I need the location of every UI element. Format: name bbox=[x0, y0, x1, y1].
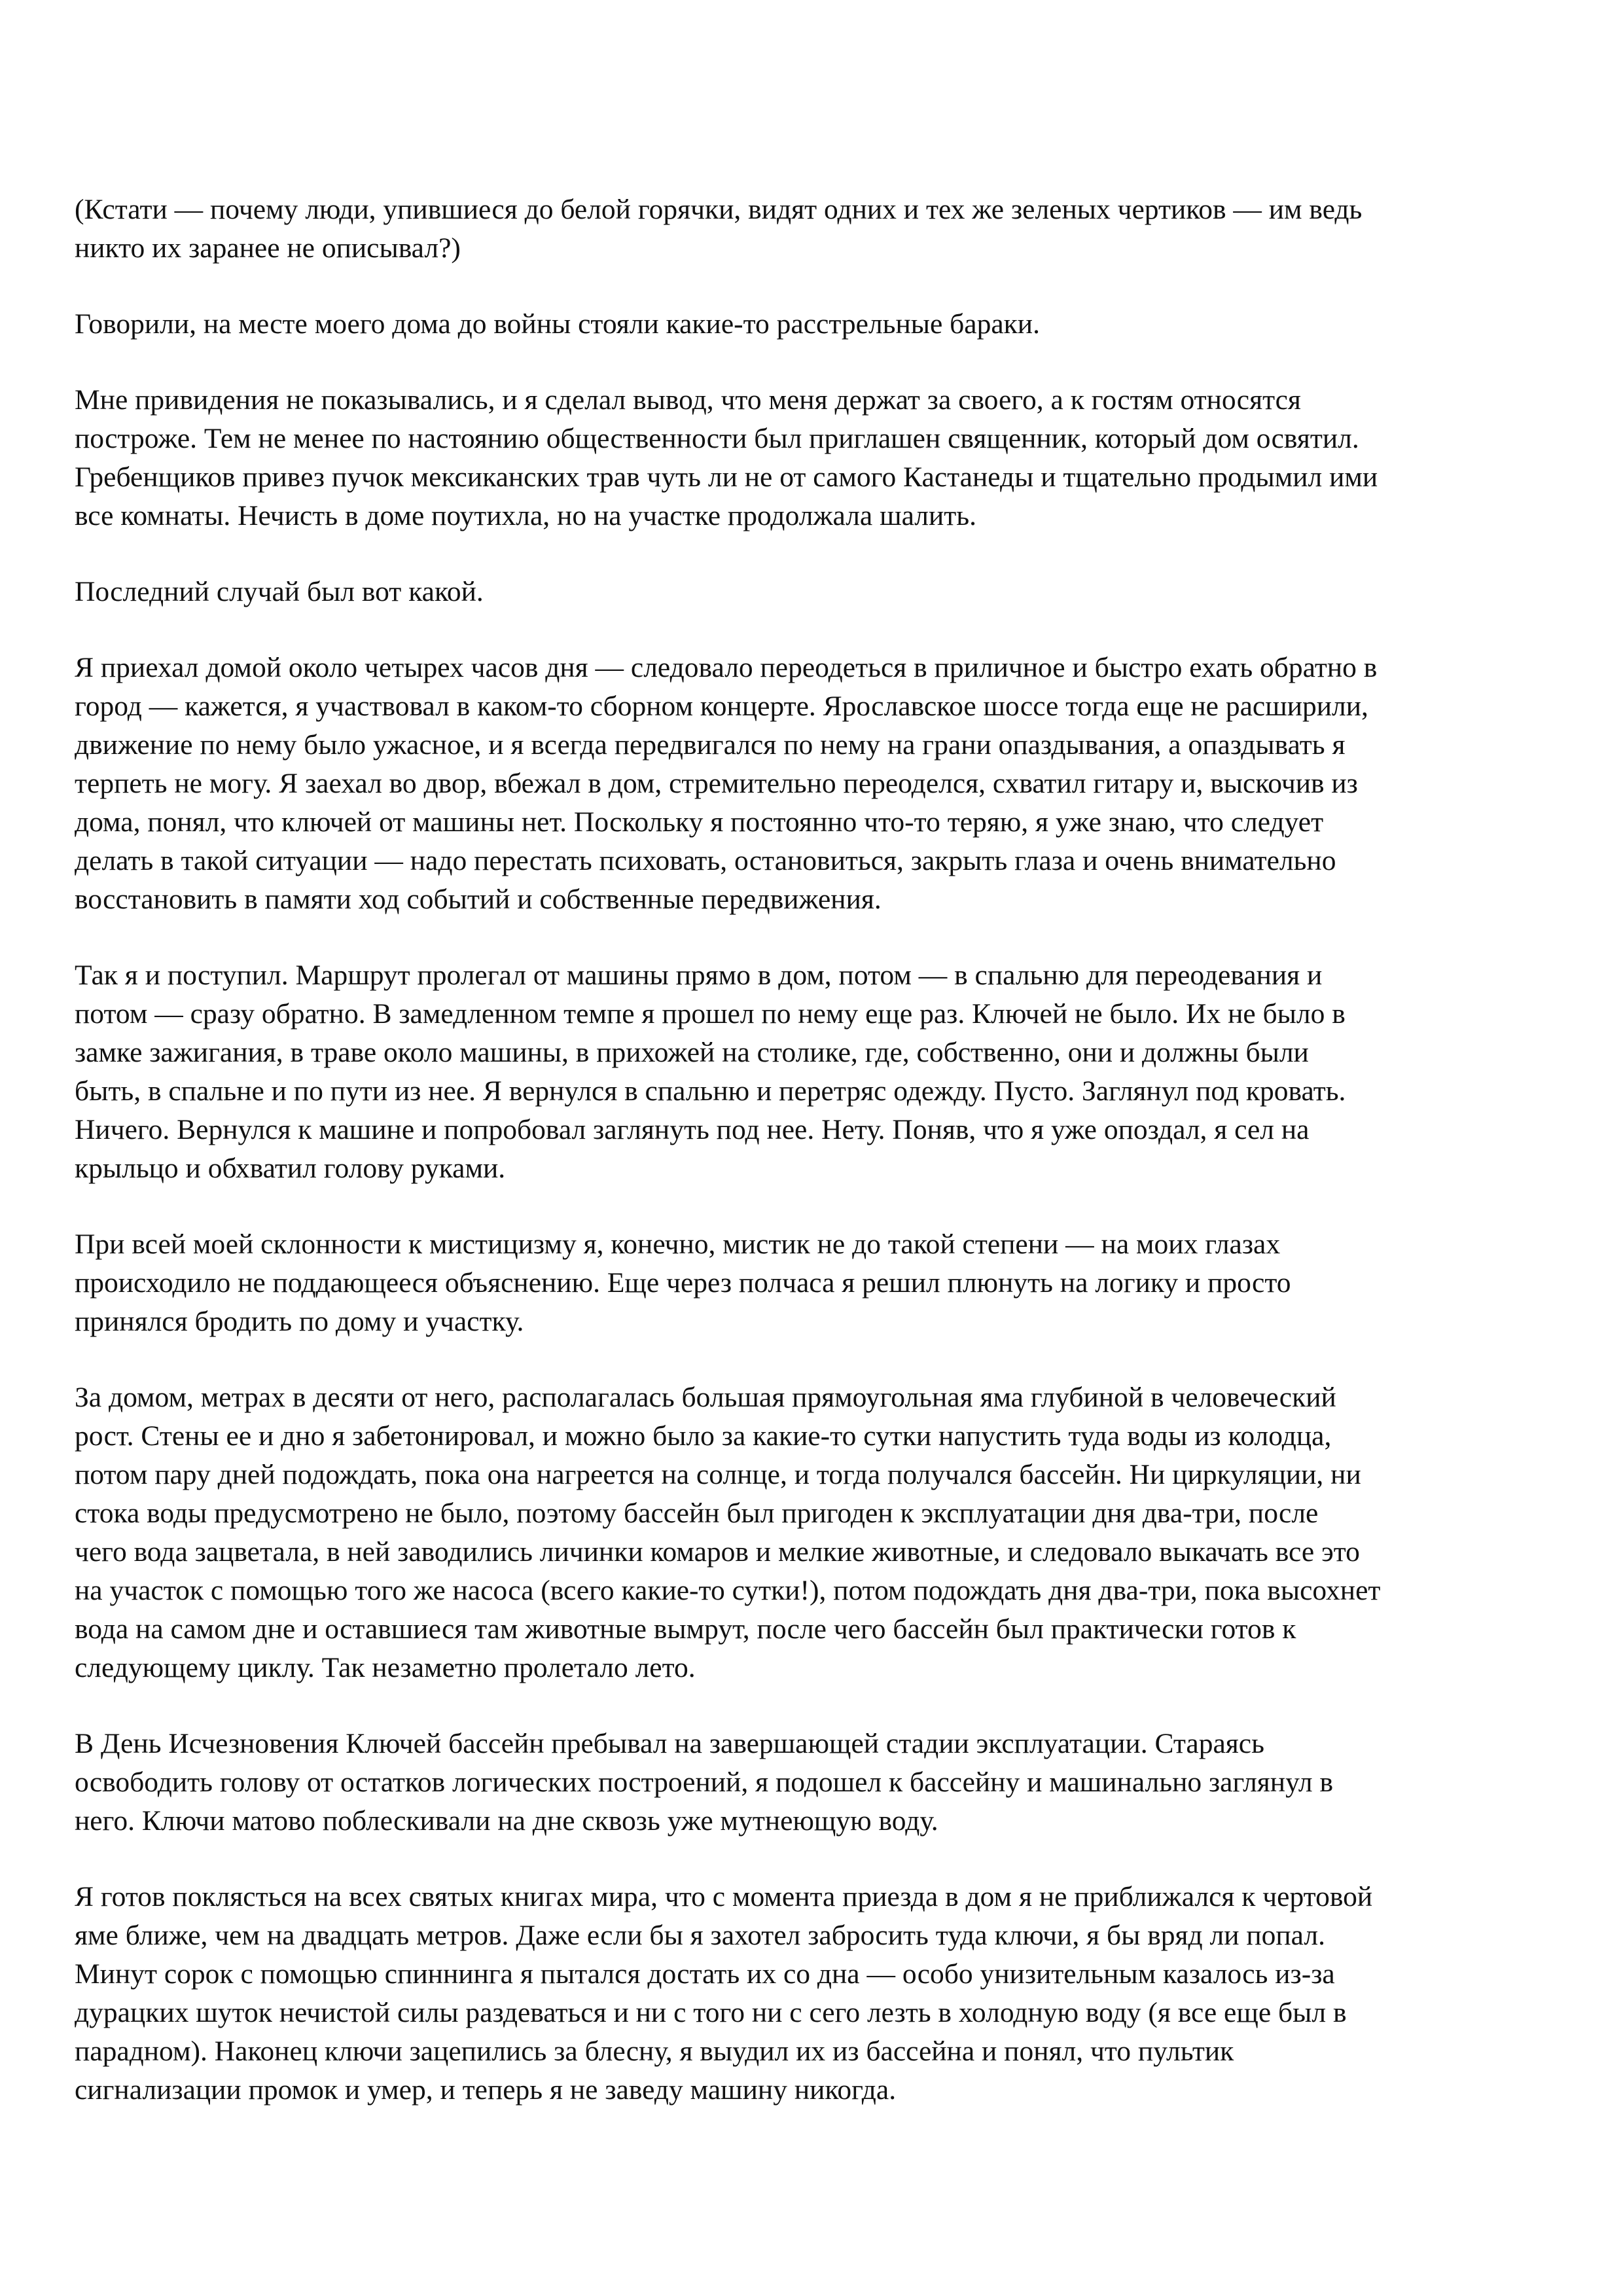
text-line: чего вода зацветала, в ней заводились личинки комаров и мелкие животные, и следовало выкачать все это bbox=[75, 1536, 1360, 1568]
text-line: Говорили, на месте моего дома до войны стояли какие-то расстрельные бараки. bbox=[75, 308, 1040, 340]
text-line: Я готов поклясться на всех святых книгах мира, что с момента приезда в дом я не приближался к чертовой bbox=[75, 1881, 1373, 1912]
paragraph-9 bbox=[75, 1725, 1580, 1840]
text-line: яме ближе, чем на двадцать метров. Даже если бы я захотел забросить туда ключи, я бы вряд ли попал. bbox=[75, 1920, 1325, 1951]
text-line: восстановить в памяти ход событий и собственные передвижения. bbox=[75, 884, 882, 915]
paragraph-7 bbox=[75, 1225, 1580, 1341]
text-line: Гребенщиков привез пучок мексиканских трав чуть ли не от самого Кастанеды и тщательно продымил ими bbox=[75, 461, 1378, 493]
text-line: парадном). Наконец ключи зацепились за блесну, я выудил их из бассейна и понял, что пультик bbox=[75, 2036, 1234, 2067]
text-line: движение по нему было ужасное, и я всегда передвигался по нему на грани опаздывания, а опаздывать я bbox=[75, 729, 1346, 761]
text-line: Ничего. Вернулся к машине и попробовал заглянуть под нее. Нету. Поняв, что я уже опоздал, я сел на bbox=[75, 1114, 1310, 1145]
text-line: Минут сорок с помощью спиннинга я пытался достать их со дна — особо унизительным казалось из-за bbox=[75, 1958, 1335, 1990]
paragraph-5 bbox=[75, 649, 1580, 919]
text-line: В День Исчезновения Ключей бассейн пребывал на завершающей стадии эксплуатации. Стараясь bbox=[75, 1728, 1264, 1759]
text-line: принялся бродить по дому и участку. bbox=[75, 1306, 524, 1337]
paragraph-8 bbox=[75, 1378, 1580, 1687]
text-line: потом — сразу обратно. В замедленном темпе я прошел по нему еще раз. Ключей не было. Их не было в bbox=[75, 998, 1346, 1030]
text-line: Так я и поступил. Маршрут пролегал от машины прямо в дом, потом — в спальню для переодевания и bbox=[75, 960, 1323, 991]
text-line: следующему циклу. Так незаметно пролетало лето. bbox=[75, 1652, 696, 1683]
text-line: происходило не поддающееся объяснению. Еще через полчаса я решил плюнуть на логику и просто bbox=[75, 1267, 1291, 1299]
text-line: За домом, метрах в десяти от него, располагалась большая прямоугольная яма глубиной в человеческий bbox=[75, 1382, 1336, 1413]
text-line: никто их заранее не описывал?) bbox=[75, 232, 461, 264]
text-line: Мне привидения не показывались, и я сделал вывод, что меня держат за своего, а к гостям относятся bbox=[75, 384, 1301, 416]
text-line: вода на самом дне и оставшиеся там животные вымрут, после чего бассейн был практически готов к bbox=[75, 1613, 1296, 1645]
text-line: рост. Стены ее и дно я забетонировал, и можно было за какие-то сутки напустить туда воды из колодца, bbox=[75, 1420, 1332, 1452]
document-page bbox=[75, 190, 1580, 2147]
text-line: на участок с помощью того же насоса (всего какие-то сутки!), потом подождать дня два-три, пока высохнет bbox=[75, 1575, 1381, 1606]
text-line: (Кстати — почему люди, упившиеся до белой горячки, видят одних и тех же зеленых чертиков — им ведь bbox=[75, 194, 1363, 225]
paragraph-1 bbox=[75, 190, 1580, 268]
text-line: замке зажигания, в траве около машины, в прихожей на столике, где, собственно, они и должны были bbox=[75, 1037, 1309, 1068]
paragraph-10 bbox=[75, 1878, 1580, 2109]
text-line: дурацких шуток нечистой силы раздеваться и ни с того ни с сего лезть в холодную воду (я все еще был в bbox=[75, 1997, 1347, 2028]
text-line: При всей моей склонности к мистицизму я, конечно, мистик не до такой степени — на моих глазах bbox=[75, 1229, 1281, 1260]
paragraph-4 bbox=[75, 573, 1580, 611]
paragraph-6 bbox=[75, 956, 1580, 1188]
text-line: освободить голову от остатков логических построений, я подошел к бассейну и машинально заглянул в bbox=[75, 1767, 1334, 1798]
text-line: Последний случай был вот какой. bbox=[75, 576, 484, 607]
text-line: быть, в спальне и по пути из нее. Я вернулся в спальню и перетряс одежду. Пусто. Заглянул под кровать. bbox=[75, 1075, 1346, 1107]
text-line: город — кажется, я участвовал в каком-то сборном концерте. Ярославское шоссе тогда еще не расширили, bbox=[75, 691, 1368, 722]
paragraph-3 bbox=[75, 381, 1580, 535]
text-line: делать в такой ситуации — надо перестать психовать, остановиться, закрыть глаза и очень внимательно bbox=[75, 845, 1336, 876]
text-line: все комнаты. Нечисть в доме поутихла, но на участке продолжала шалить. bbox=[75, 500, 976, 531]
text-line: потом пару дней подождать, пока она нагреется на солнце, и тогда получался бассейн. Ни циркуляции, ни bbox=[75, 1459, 1361, 1490]
text-line: сигнализации промок и умер, и теперь я не заведу машину никогда. bbox=[75, 2074, 897, 2106]
text-line: Я приехал домой около четырех часов дня — следовало переодеться в приличное и быстро ехать обратно в bbox=[75, 652, 1378, 683]
text-line: него. Ключи матово поблескивали на дне сквозь уже мутнеющую воду. bbox=[75, 1805, 938, 1837]
text-line: стока воды предусмотрено не было, поэтому бассейн был пригоден к эксплуатации дня два-три, после bbox=[75, 1498, 1319, 1529]
text-line: построже. Тем не менее по настоянию общественности был приглашен священник, который дом освятил. bbox=[75, 423, 1359, 454]
paragraph-2 bbox=[75, 305, 1580, 344]
text-line: терпеть не могу. Я заехал во двор, вбежал в дом, стремительно переоделся, схватил гитару и, выскочив из bbox=[75, 768, 1358, 799]
text-line: крыльцо и обхватил голову руками. bbox=[75, 1153, 506, 1184]
text-line: дома, понял, что ключей от машины нет. Поскольку я постоянно что-то теряю, я уже знаю, что следует bbox=[75, 806, 1324, 838]
